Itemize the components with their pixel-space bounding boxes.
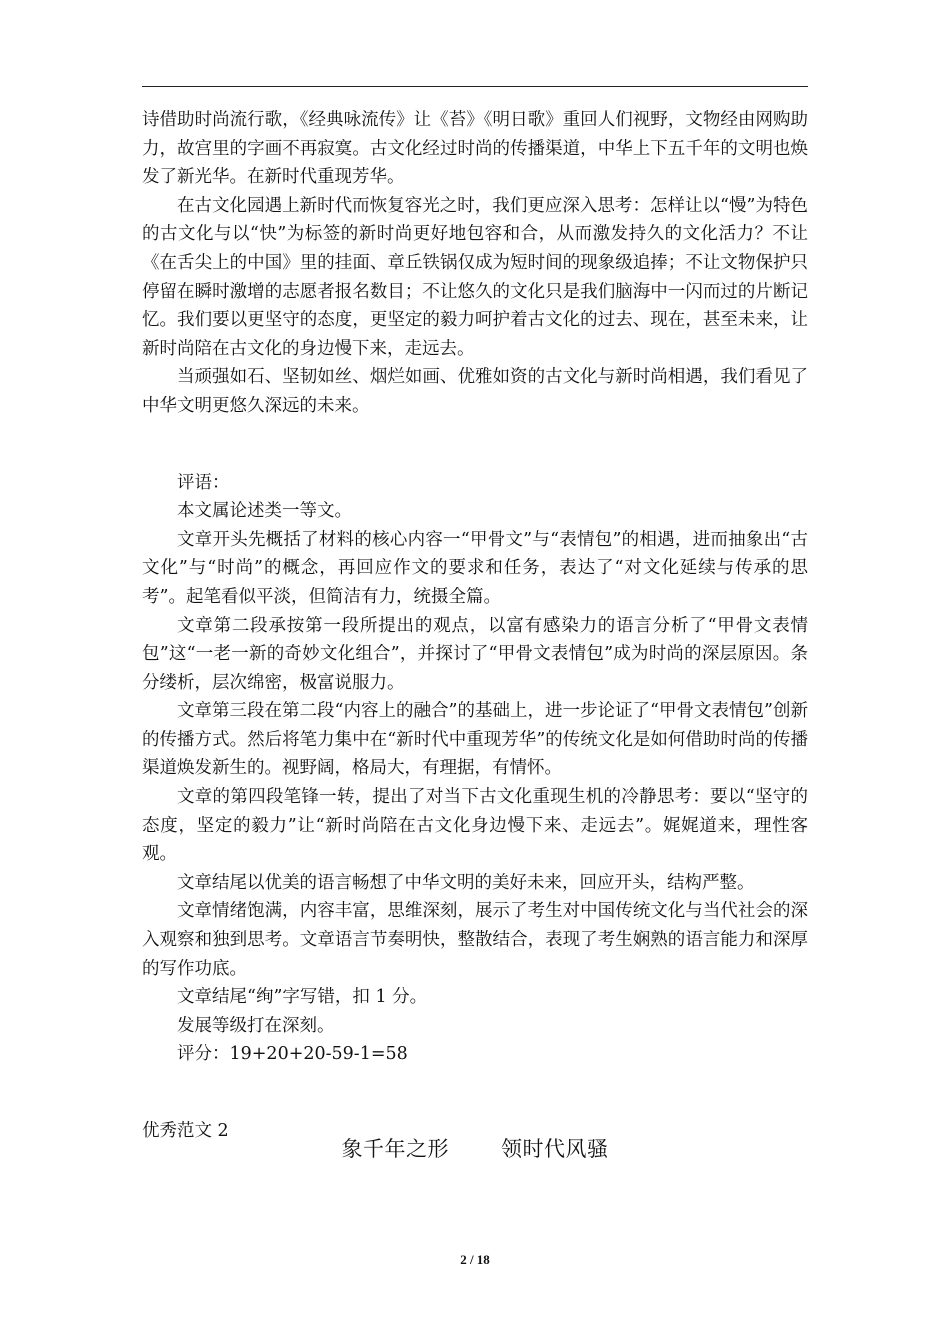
article-paragraph: 诗借助时尚流行歌，《经典咏流传》让《苔》《明日歌》重回人们视野，文物经由网购助力，故宫里的字画不再寂寞。古文化经过时尚的传播渠道，中华上下五千年的文明也焕发了新光华。在新时代重现芳华。 — [142, 110, 808, 188]
essay-title-left: 象千年之形 — [341, 1137, 449, 1161]
article-paragraph: 在古文化园遇上新时代而恢复容光之时，我们更应深入思考：怎样让以“慢”为特色的古文化与以“快”为标签的新时尚更好地包容和合，从而激发持久的文化活力？不让《在舌尖上的中国》里的挂面、章丘铁锅仅成为短时间的现象级追捧；不让文物保护只停留在瞬时激增的志愿者报名数目；不让悠久的文化只是我们脑海中一闪而过的片断记忆。我们要以更坚守的态度，更坚定的毅力呵护着古文化的过去、现在，甚至未来，让新时尚陪在古文化的身边慢下来，走远去。 — [142, 195, 808, 359]
review-item: 文章情绪饱满，内容丰富，思维深刻，展示了考生对中国传统文化与当代社会的深入观察和独到思考。文章语言节奏明快，整散结合，表现了考生娴熟的语言能力和深厚的写作功底。 — [142, 901, 808, 979]
header-rule — [142, 86, 808, 87]
review-item: 文章第三段在第二段“内容上的融合”的基础上，进一步论证了“甲骨文表情包”创新的传播方式。然后将笔力集中在“新时代中重现芳华”的传统文化是如何借助时尚的传播渠道焕发新生的。视野阔，格局大，有理据，有情怀。 — [142, 701, 808, 779]
review-item: 文章结尾以优美的语言畅想了中华文明的美好未来，回应开头，结构严整。 — [177, 872, 755, 893]
review-label: 评语： — [177, 472, 230, 493]
essay-title — [0, 1133, 950, 1163]
article-paragraph: 当顽强如石、坚韧如丝、烟烂如画、优雅如资的古文化与新时尚相遇，我们看见了中华文明更悠久深远的未来。 — [142, 367, 808, 416]
review-score: 评分：19+20+20-59-1=58 — [177, 1044, 408, 1065]
review-item: 文章的第四段笔锋一转，提出了对当下古文化重现生机的冷静思考：要以“坚守的态度，坚定的毅力”让“新时尚陪在古文化身边慢下来、走远去”。娓娓道来，理性客观。 — [142, 787, 808, 865]
document-body — [142, 106, 808, 1146]
review-item: 本文属论述类一等文。 — [177, 501, 352, 522]
review-item: 文章第二段承按第一段所提出的观点，以富有感染力的语言分析了“甲骨文表情包”这“一老一新的奇妙文化组合”，并探讨了“甲骨文表情包”成为时尚的深层原因。条分缕析，层次绵密，极富说服力。 — [142, 615, 808, 693]
page-number: 2 / 18 — [460, 1252, 490, 1267]
review-item: 文章开头先概括了材料的核心内容一“甲骨文”与“表情包”的相遇，进而抽象出“古文化”与“时尚”的概念，再回应作文的要求和任务，表达了“对文化延续与传承的思考”。起笔看似平淡，但简洁有力，统摄全篇。 — [142, 529, 808, 607]
section-label: 优秀范文 2 — [142, 1121, 229, 1141]
essay-title-right: 领时代风骚 — [501, 1137, 609, 1161]
review-item: 文章结尾“绚”字写错，扣 1 分。 — [177, 987, 428, 1008]
spacer — [142, 1069, 808, 1117]
review-item: 发展等级打在深刻。 — [177, 1015, 335, 1036]
spacer — [142, 421, 808, 469]
